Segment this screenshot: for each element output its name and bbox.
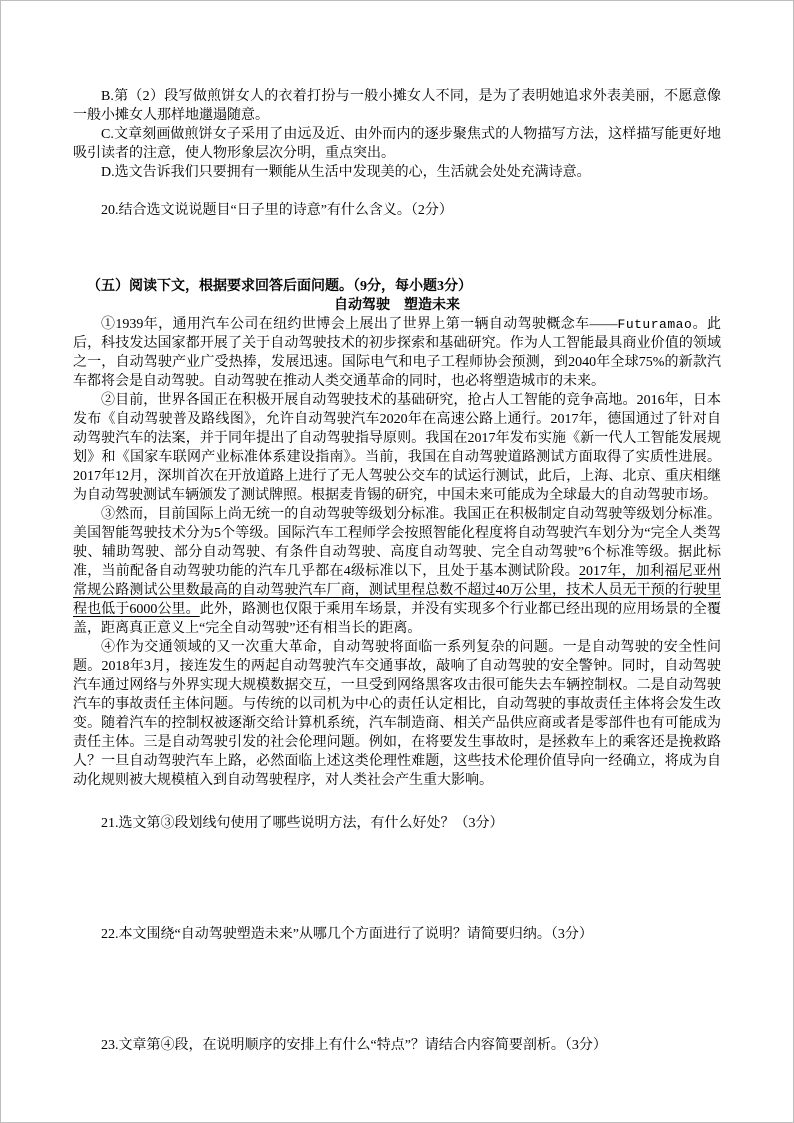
paragraph-3-text-before: ③然而，目前国际上尚无统一的自动驾驶等级划分标准。我国正在积极制定自动驾驶等级划分标准。美国智能驾驶技术分为5个等级。国际汽车工程师学会按照智能化程度将自动驾驶汽车划分为“完全人类驾驶、辅助驾驶、部分自动驾驶、有条件自动驾驶、高度自动驾驶、完全自动驾驶”6个标准等级。据此标准，当前配备自动驾驶功能的汽车几乎都在4级标准以下，且处于基本测试阶段。 <box>73 507 721 579</box>
passage-title: 自动驾驶 塑造未来 <box>334 298 460 313</box>
option-b: B.第（2）段写做煎饼女人的衣着打扮与一般小摊女人不同，是为了表明她追求外表美丽，不愿意像一般小摊女人那样地邋遢随意。 <box>73 89 721 123</box>
passage-body <box>73 315 721 790</box>
paragraph-3-text-after: 此外，路测也仅限于乘用车场景，并没有实现多个行业都已经出现的应用场景的全覆盖，距离真正意义上“完全自动驾驶”还有相当长的距离。 <box>73 602 722 636</box>
passage-paragraph-1 <box>73 315 721 391</box>
prior-question-options <box>73 87 721 182</box>
section-heading: （五）阅读下文，根据要求回答后面问题。（9分，每小题3分） <box>87 279 472 294</box>
question-20: 20.结合选文说说题目“日子里的诗意”有什么含义。（2分） <box>101 203 453 218</box>
question-23: 23.文章第④段，在说明顺序的安排上有什么“特点”？请结合内容简要剖析。（3分） <box>101 1038 607 1053</box>
paragraph-1-text-after: 。此后，科技发达国家都开展了关于自动驾驶技术的初步探索和基础研究。作为人工智能最具商业价值的领域之一，自动驾驶产业广受热捧，发展迅速。国际电气和电子工程师协会预测，到2040年全球75%的新款汽车都将会是自动驾驶。自动驾驶在推动人类交通革命的同时，也必将塑造城市的未来。 <box>73 317 722 389</box>
paragraph-1-latin-term: Futuramao <box>617 317 693 332</box>
paragraph-3-underlined-sentence: 2017年，加利福尼亚州常规公路测试公里数最高的自动驾驶汽车厂商，测试里程总数不超过40万公里，技术人员无干预的行驶里程也低于6000公里。 <box>73 564 721 617</box>
question-21: 21.选文第③段划线句使用了哪些说明方法，有什么好处？（3分） <box>101 816 504 831</box>
option-c: C.文章刻画做煎饼女子采用了由远及近、由外而内的逐步聚焦式的人物描写方法，这样描写能更好地吸引读者的注意，使人物形象层次分明，重点突出。 <box>73 127 721 161</box>
passage-paragraph-3 <box>73 505 721 638</box>
paragraph-1-text-before: ①1939年，通用汽车公司在纽约世博会上展出了世界上第一辆自动驾驶概念车—— <box>101 317 618 332</box>
question-22: 22.本文围绕“自动驾驶塑造未来”从哪几个方面进行了说明？请简要归纳。（3分） <box>101 927 593 942</box>
passage-paragraph-2: ②目前，世界各国正在积极开展自动驾驶技术的基础研究，抢占人工智能的竞争高地。2016年，日本发布《自动驾驶普及路线图》，允许自动驾驶汽车2020年在高速公路上通行。2017年，德国通过了针对自动驾驶汽车的法案，并于同年提出了自动驾驶指导原则。我国在2017年发布实施《新一代人工智能发展规划》和《国家车联网产业标准体系建设指南》。当前，我国在自动驾驶道路测试方面取得了实质性进展。2017年12月，深圳首次在开放道路上进行了无人驾驶公交车的试运行测试，此后，上海、北京、重庆相继为自动驾驶测试车辆颁发了测试牌照。根据麦肯锡的研究，中国未来可能成为全球最大的自动驾驶市场。 <box>73 393 721 503</box>
option-d: D.选文告诉我们只要拥有一颗能从生活中发现美的心，生活就会处处充满诗意。 <box>101 165 591 180</box>
passage-paragraph-4: ④作为交通领域的又一次重大革命，自动驾驶将面临一系列复杂的问题。一是自动驾驶的安全性问题。2018年3月，接连发生的两起自动驾驶汽车交通事故，敲响了自动驾驶的安全警钟。同时，自动驾驶汽车通过网络与外界实现大规模数据交互，一旦受到网络黑客攻击很可能失去车辆控制权。二是自动驾驶汽车的事故责任主体问题。与传统的以司机为中心的责任认定相比，自动驾驶的事故责任主体将会发生改变。随着汽车的控制权被逐渐交给计算机系统，汽车制造商、相关产品供应商或者是零部件也有可能成为责任主体。三是自动驾驶引发的社会伦理问题。例如，在将要发生事故时，是拯救车上的乘客还是挽救路人？一旦自动驾驶汽车上路，必然面临上述这类伦理性难题，这些技术伦理价值导向一经确立，将成为自动化规则被大规模植入到自动驾驶程序，对人类社会产生重大影响。 <box>73 640 721 788</box>
